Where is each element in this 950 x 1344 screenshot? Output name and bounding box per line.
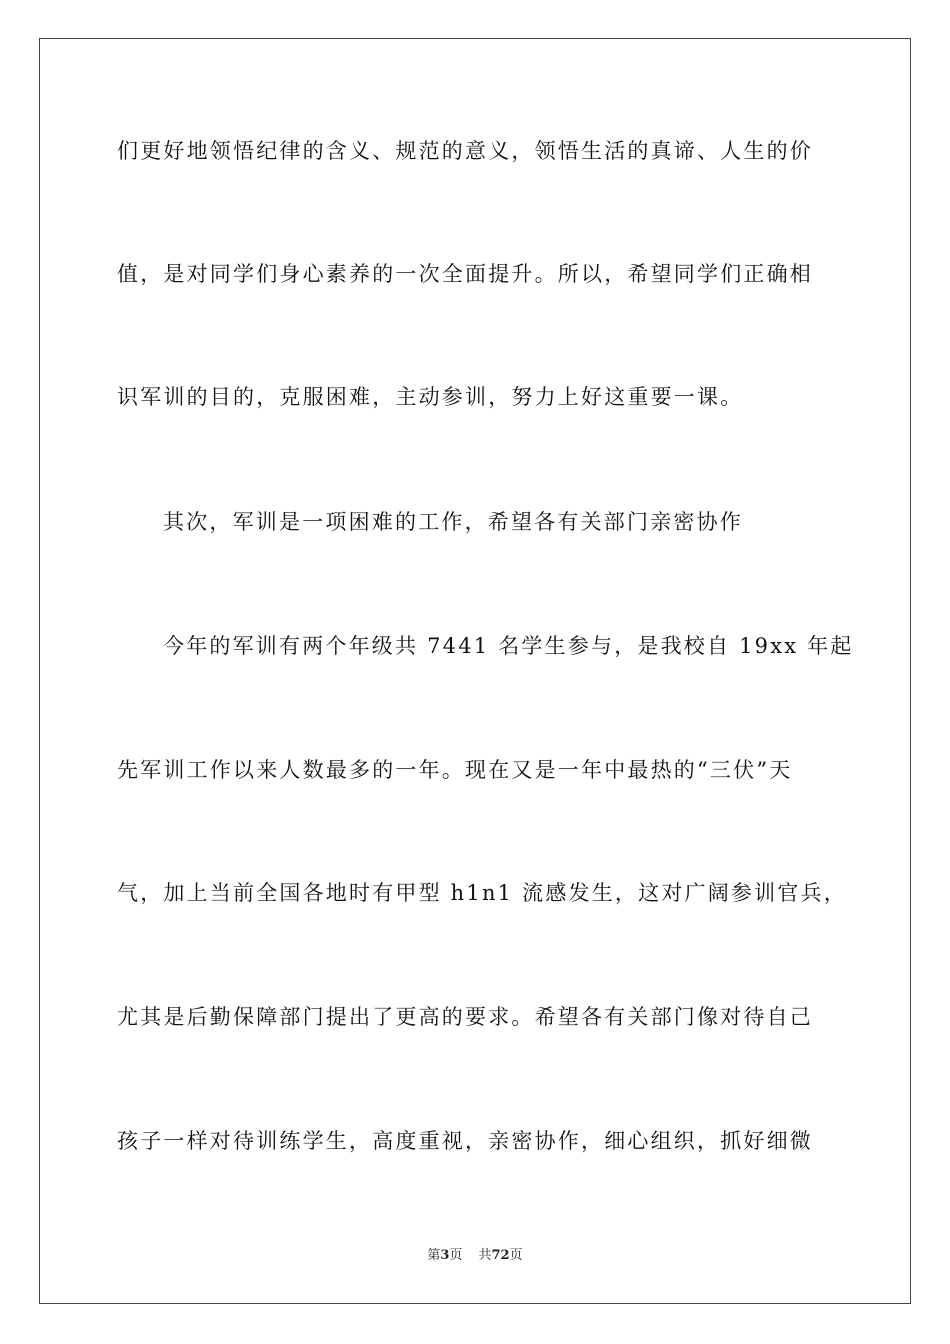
body-text-line: 今年的军训有两个年级共 7441 名学生参与，是我校自 19xx 年起 (163, 634, 854, 658)
body-text-line: 先军训工作以来人数最多的一年。现在又是一年中最热的“三伏”天 (117, 758, 793, 782)
paragraph-heading-line: 其次，军训是一项困难的工作，希望各有关部门亲密协作 (163, 510, 743, 534)
page-border (39, 38, 911, 1304)
footer-page-suffix: 页 (449, 1248, 463, 1263)
body-text-line: 气，加上当前全国各地时有甲型 h1n1 流感发生，这对广阔参训官兵， (117, 881, 847, 905)
body-text-line: 识军训的目的，克服困难，主动参训，努力上好这重要一课。 (117, 385, 744, 409)
body-text-line: 孩子一样对待训练学生，高度重视，亲密协作，细心组织，抓好细微 (117, 1129, 813, 1153)
page-footer (0, 1248, 950, 1264)
footer-total-pages: 72 (491, 1248, 510, 1263)
footer-total-suffix: 页 (509, 1248, 523, 1263)
body-text-line: 们更好地领悟纪律的含义、规范的意义，领悟生活的真谛、人生的价 (117, 139, 813, 163)
footer-page-number: 3 (440, 1248, 450, 1263)
footer-total-prefix: 共 (478, 1248, 492, 1263)
footer-page-prefix: 第 (427, 1248, 441, 1263)
body-text-line: 值，是对同学们身心素养的一次全面提升。所以，希望同学们正确相 (117, 262, 813, 286)
body-text-line: 尤其是后勤保障部门提出了更高的要求。希望各有关部门像对待自己 (117, 1005, 813, 1029)
